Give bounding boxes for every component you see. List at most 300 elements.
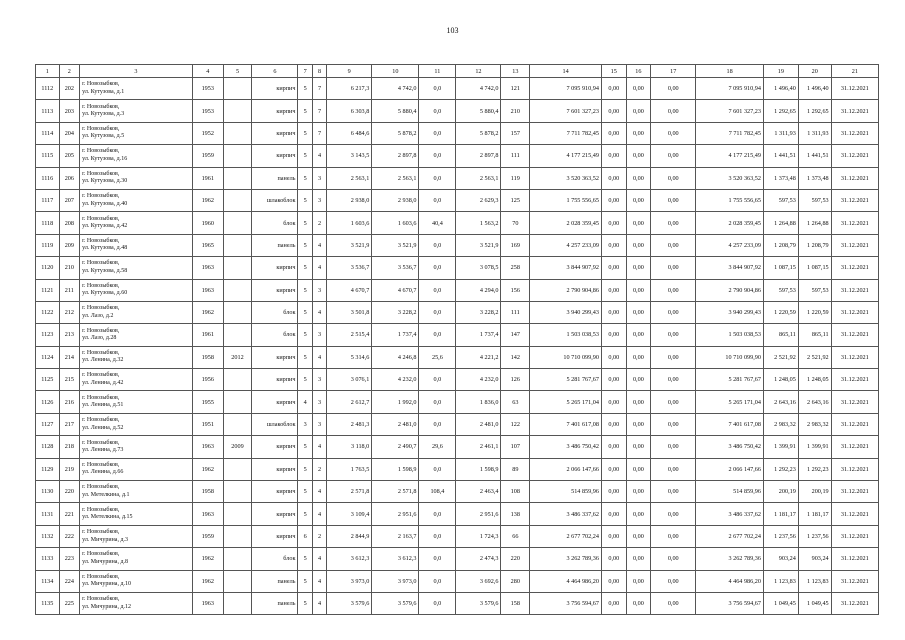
cell-col-18: 514 859,96: [696, 481, 764, 503]
cell-col-6: кирпич: [252, 100, 298, 122]
cell-col-5: [223, 301, 252, 323]
cell-col-21: 31.12.2021: [831, 324, 878, 346]
address-line: ул. Ленина, д.32: [82, 357, 124, 364]
address-line: ул. Кутузова, д.58: [82, 267, 128, 274]
cell-col-9: 3 536,7: [327, 257, 372, 279]
cell-col-15: 0,00: [601, 145, 626, 167]
cell-col-12: 1 737,4: [456, 324, 501, 346]
cell-col-2: 212: [59, 301, 80, 323]
cell-col-4: 1952: [192, 122, 223, 144]
cell-col-15: 0,00: [601, 548, 626, 570]
cell-col-4: 1953: [192, 100, 223, 122]
cell-col-15: 0,00: [601, 436, 626, 458]
address-line: ул. Кутузова, д.16: [82, 155, 128, 162]
cell-col-16: 0,00: [626, 525, 651, 547]
cell-col-16: 0,00: [626, 592, 651, 614]
cell-col-13: 210: [501, 100, 530, 122]
cell-col-5: [223, 122, 252, 144]
address-cell: [80, 391, 193, 413]
cell-col-16: 0,00: [626, 413, 651, 435]
cell-col-5: [223, 167, 252, 189]
cell-col-8: 2: [312, 458, 326, 480]
cell-col-20: 1 292,23: [798, 458, 831, 480]
cell-col-12: 3 692,6: [456, 570, 501, 592]
cell-col-1: 1132: [36, 525, 60, 547]
cell-col-20: 1 181,17: [798, 503, 831, 525]
cell-col-5: [223, 413, 252, 435]
address-cell: [80, 503, 193, 525]
cell-col-11: 0,0: [419, 122, 456, 144]
cell-col-10: 3 973,0: [372, 570, 419, 592]
cell-col-12: 3 078,5: [456, 257, 501, 279]
cell-col-18: 3 486 750,42: [696, 436, 764, 458]
cell-col-7: 5: [298, 279, 312, 301]
address-line: ул. Кутузова, д.30: [82, 178, 128, 185]
cell-col-14: 1 755 556,65: [530, 189, 602, 211]
cell-col-12: 3 228,2: [456, 301, 501, 323]
cell-col-15: 0,00: [601, 189, 626, 211]
table-row: [36, 503, 879, 525]
cell-col-10: 1 737,4: [372, 324, 419, 346]
cell-col-12: 4 221,2: [456, 346, 501, 368]
cell-col-17: 0,00: [651, 100, 696, 122]
column-header-12: 12: [456, 65, 501, 78]
cell-col-21: 31.12.2021: [831, 503, 878, 525]
cell-col-16: 0,00: [626, 570, 651, 592]
cell-col-16: 0,00: [626, 346, 651, 368]
address-line: г. Новозыбков,: [82, 506, 120, 513]
cell-col-5: [223, 279, 252, 301]
cell-col-20: 1 087,15: [798, 257, 831, 279]
page-number: 103: [446, 26, 459, 35]
cell-col-1: 1115: [36, 145, 60, 167]
address-line: г. Новозыбков,: [82, 573, 120, 580]
cell-col-8: 4: [312, 145, 326, 167]
housing-register-table: [35, 64, 879, 615]
cell-col-14: 3 262 789,36: [530, 548, 602, 570]
cell-col-12: 3 579,6: [456, 592, 501, 614]
cell-col-2: 214: [59, 346, 80, 368]
address-cell: [80, 369, 193, 391]
address-cell: [80, 481, 193, 503]
cell-col-19: 1 049,45: [763, 592, 798, 614]
column-header-1: 1: [36, 65, 60, 78]
cell-col-10: 3 612,3: [372, 548, 419, 570]
cell-col-5: [223, 481, 252, 503]
cell-col-13: 142: [501, 346, 530, 368]
cell-col-2: 218: [59, 436, 80, 458]
cell-col-5: [223, 189, 252, 211]
cell-col-17: 0,00: [651, 301, 696, 323]
cell-col-20: 1 496,40: [798, 78, 831, 100]
cell-col-16: 0,00: [626, 481, 651, 503]
cell-col-16: 0,00: [626, 145, 651, 167]
table-row: [36, 167, 879, 189]
cell-col-20: 1 220,59: [798, 301, 831, 323]
cell-col-14: 514 859,96: [530, 481, 602, 503]
cell-col-9: 1 603,6: [327, 212, 372, 234]
cell-col-13: 169: [501, 234, 530, 256]
cell-col-1: 1118: [36, 212, 60, 234]
column-header-11: 11: [419, 65, 456, 78]
cell-col-8: 3: [312, 391, 326, 413]
cell-col-10: 2 938,0: [372, 189, 419, 211]
table-row: [36, 346, 879, 368]
cell-col-7: 5: [298, 212, 312, 234]
cell-col-15: 0,00: [601, 369, 626, 391]
cell-col-1: 1114: [36, 122, 60, 144]
cell-col-6: кирпич: [252, 458, 298, 480]
address-cell: [80, 413, 193, 435]
cell-col-6: кирпич: [252, 145, 298, 167]
cell-col-19: 1 496,40: [763, 78, 798, 100]
cell-col-7: 5: [298, 301, 312, 323]
cell-col-14: 2 028 359,45: [530, 212, 602, 234]
cell-col-5: [223, 234, 252, 256]
cell-col-12: 4 742,0: [456, 78, 501, 100]
cell-col-20: 1 248,05: [798, 369, 831, 391]
cell-col-19: 1 237,56: [763, 525, 798, 547]
cell-col-2: 216: [59, 391, 80, 413]
cell-col-14: 3 486 750,42: [530, 436, 602, 458]
cell-col-17: 0,00: [651, 167, 696, 189]
cell-col-11: 0,0: [419, 369, 456, 391]
cell-col-19: 2 983,32: [763, 413, 798, 435]
cell-col-15: 0,00: [601, 503, 626, 525]
cell-col-14: 2 790 904,86: [530, 279, 602, 301]
cell-col-21: 31.12.2021: [831, 481, 878, 503]
cell-col-13: 63: [501, 391, 530, 413]
address-line: ул. Кутузова, д.42: [82, 223, 128, 230]
cell-col-19: 2 521,92: [763, 346, 798, 368]
cell-col-8: 7: [312, 122, 326, 144]
cell-col-9: 3 973,0: [327, 570, 372, 592]
cell-col-1: 1113: [36, 100, 60, 122]
address-cell: [80, 100, 193, 122]
cell-col-5: 2009: [223, 436, 252, 458]
cell-col-4: 1961: [192, 167, 223, 189]
cell-col-15: 0,00: [601, 324, 626, 346]
cell-col-21: 31.12.2021: [831, 100, 878, 122]
cell-col-9: 3 109,4: [327, 503, 372, 525]
cell-col-1: 1119: [36, 234, 60, 256]
cell-col-17: 0,00: [651, 481, 696, 503]
cell-col-1: 1125: [36, 369, 60, 391]
cell-col-7: 5: [298, 436, 312, 458]
cell-col-9: 3 579,6: [327, 592, 372, 614]
address-line: г. Новозыбков,: [82, 529, 120, 536]
cell-col-5: [223, 257, 252, 279]
cell-col-10: 4 246,8: [372, 346, 419, 368]
address-line: ул. Кутузова, д.5: [82, 133, 125, 140]
cell-col-8: 3: [312, 189, 326, 211]
cell-col-14: 2 677 702,24: [530, 525, 602, 547]
cell-col-5: [223, 592, 252, 614]
cell-col-7: 3: [298, 413, 312, 435]
cell-col-8: 4: [312, 548, 326, 570]
cell-col-9: 3 501,8: [327, 301, 372, 323]
cell-col-11: 108,4: [419, 481, 456, 503]
cell-col-1: 1130: [36, 481, 60, 503]
cell-col-19: 597,53: [763, 189, 798, 211]
cell-col-17: 0,00: [651, 78, 696, 100]
cell-col-1: 1120: [36, 257, 60, 279]
cell-col-11: 0,0: [419, 301, 456, 323]
cell-col-7: 5: [298, 481, 312, 503]
cell-col-21: 31.12.2021: [831, 436, 878, 458]
cell-col-9: 1 763,5: [327, 458, 372, 480]
cell-col-15: 0,00: [601, 122, 626, 144]
address-line: г. Новозыбков,: [82, 305, 120, 312]
cell-col-13: 156: [501, 279, 530, 301]
cell-col-17: 0,00: [651, 592, 696, 614]
cell-col-10: 2 951,6: [372, 503, 419, 525]
table-row: [36, 78, 879, 100]
cell-col-15: 0,00: [601, 458, 626, 480]
cell-col-11: 0,0: [419, 279, 456, 301]
table-row: [36, 369, 879, 391]
cell-col-21: 31.12.2021: [831, 279, 878, 301]
address-line: г. Новозыбков,: [82, 148, 120, 155]
cell-col-7: 5: [298, 570, 312, 592]
address-cell: [80, 548, 193, 570]
address-line: г. Новозыбков,: [82, 394, 120, 401]
cell-col-17: 0,00: [651, 257, 696, 279]
cell-col-20: 597,53: [798, 279, 831, 301]
cell-col-18: 3 486 337,62: [696, 503, 764, 525]
address-line: г. Новозыбков,: [82, 260, 120, 267]
cell-col-1: 1133: [36, 548, 60, 570]
cell-col-8: 4: [312, 346, 326, 368]
address-line: ул. Кутузова, д.48: [82, 245, 128, 252]
cell-col-16: 0,00: [626, 78, 651, 100]
cell-col-13: 125: [501, 189, 530, 211]
cell-col-17: 0,00: [651, 122, 696, 144]
address-line: г. Новозыбков,: [82, 170, 120, 177]
cell-col-20: 2 983,32: [798, 413, 831, 435]
cell-col-14: 3 520 363,52: [530, 167, 602, 189]
column-header-17: 17: [651, 65, 696, 78]
cell-col-7: 5: [298, 167, 312, 189]
column-header-16: 16: [626, 65, 651, 78]
table-row: [36, 436, 879, 458]
cell-col-20: 2 643,16: [798, 391, 831, 413]
cell-col-1: 1116: [36, 167, 60, 189]
cell-col-11: 0,0: [419, 78, 456, 100]
cell-col-15: 0,00: [601, 301, 626, 323]
cell-col-1: 1135: [36, 592, 60, 614]
cell-col-12: 2 563,1: [456, 167, 501, 189]
cell-col-21: 31.12.2021: [831, 369, 878, 391]
cell-col-11: 29,6: [419, 436, 456, 458]
cell-col-7: 5: [298, 145, 312, 167]
cell-col-6: кирпич: [252, 257, 298, 279]
cell-col-18: 5 281 767,67: [696, 369, 764, 391]
cell-col-4: 1962: [192, 189, 223, 211]
cell-col-15: 0,00: [601, 570, 626, 592]
cell-col-2: 206: [59, 167, 80, 189]
cell-col-1: 1127: [36, 413, 60, 435]
address-line: ул. Метелкина, д.15: [82, 514, 133, 521]
cell-col-4: 1955: [192, 391, 223, 413]
table-row: [36, 122, 879, 144]
cell-col-8: 4: [312, 301, 326, 323]
cell-col-4: 1953: [192, 78, 223, 100]
address-cell: [80, 592, 193, 614]
cell-col-9: 4 670,7: [327, 279, 372, 301]
column-header-15: 15: [601, 65, 626, 78]
address-cell: [80, 570, 193, 592]
cell-col-4: 1962: [192, 548, 223, 570]
cell-col-7: 5: [298, 324, 312, 346]
address-line: ул. Ленина, д.51: [82, 402, 124, 409]
cell-col-7: 5: [298, 122, 312, 144]
cell-col-18: 2 028 359,45: [696, 212, 764, 234]
table-row: [36, 212, 879, 234]
cell-col-12: 2 481,0: [456, 413, 501, 435]
cell-col-1: 1117: [36, 189, 60, 211]
cell-col-10: 2 163,7: [372, 525, 419, 547]
cell-col-1: 1124: [36, 346, 60, 368]
cell-col-21: 31.12.2021: [831, 167, 878, 189]
cell-col-8: 2: [312, 525, 326, 547]
cell-col-14: 4 177 215,49: [530, 145, 602, 167]
cell-col-11: 0,0: [419, 189, 456, 211]
cell-col-20: 865,11: [798, 324, 831, 346]
cell-col-14: 3 940 299,43: [530, 301, 602, 323]
cell-col-12: 4 232,0: [456, 369, 501, 391]
cell-col-15: 0,00: [601, 167, 626, 189]
cell-col-14: 3 486 337,62: [530, 503, 602, 525]
cell-col-19: 1 248,05: [763, 369, 798, 391]
address-line: ул. Кутузова, д.60: [82, 290, 128, 297]
column-header-2: 2: [59, 65, 80, 78]
cell-col-5: [223, 100, 252, 122]
column-header-5: 5: [223, 65, 252, 78]
cell-col-2: 213: [59, 324, 80, 346]
cell-col-6: панель: [252, 592, 298, 614]
cell-col-16: 0,00: [626, 391, 651, 413]
cell-col-15: 0,00: [601, 481, 626, 503]
table-row: [36, 324, 879, 346]
cell-col-4: 1963: [192, 257, 223, 279]
cell-col-19: 1 292,23: [763, 458, 798, 480]
cell-col-4: 1951: [192, 413, 223, 435]
cell-col-4: 1963: [192, 503, 223, 525]
cell-col-9: 2 571,8: [327, 481, 372, 503]
cell-col-17: 0,00: [651, 279, 696, 301]
cell-col-15: 0,00: [601, 234, 626, 256]
cell-col-14: 3 844 907,92: [530, 257, 602, 279]
cell-col-7: 5: [298, 346, 312, 368]
cell-col-5: [223, 570, 252, 592]
cell-col-11: 0,0: [419, 458, 456, 480]
table-row: [36, 548, 879, 570]
cell-col-19: 1 220,59: [763, 301, 798, 323]
cell-col-20: 1 237,56: [798, 525, 831, 547]
cell-col-5: [223, 391, 252, 413]
cell-col-7: 5: [298, 78, 312, 100]
cell-col-18: 3 520 363,52: [696, 167, 764, 189]
cell-col-12: 2 463,4: [456, 481, 501, 503]
cell-col-4: 1963: [192, 592, 223, 614]
cell-col-14: 4 464 986,20: [530, 570, 602, 592]
cell-col-5: [223, 369, 252, 391]
cell-col-8: 3: [312, 324, 326, 346]
cell-col-15: 0,00: [601, 592, 626, 614]
cell-col-16: 0,00: [626, 279, 651, 301]
cell-col-11: 0,0: [419, 525, 456, 547]
cell-col-14: 7 711 782,45: [530, 122, 602, 144]
cell-col-6: кирпич: [252, 78, 298, 100]
cell-col-17: 0,00: [651, 413, 696, 435]
cell-col-21: 31.12.2021: [831, 391, 878, 413]
address-cell: [80, 167, 193, 189]
cell-col-19: 1 311,93: [763, 122, 798, 144]
cell-col-5: [223, 212, 252, 234]
address-line: г. Новозыбков,: [82, 417, 120, 424]
cell-col-18: 2 677 702,24: [696, 525, 764, 547]
column-header-21: 21: [831, 65, 878, 78]
column-header-7: 7: [298, 65, 312, 78]
table-row: [36, 481, 879, 503]
column-number-row: [36, 65, 879, 78]
address-cell: [80, 436, 193, 458]
cell-col-17: 0,00: [651, 189, 696, 211]
address-line: ул. Кутузова, д.3: [82, 111, 125, 118]
cell-col-21: 31.12.2021: [831, 122, 878, 144]
cell-col-21: 31.12.2021: [831, 525, 878, 547]
cell-col-10: 3 521,9: [372, 234, 419, 256]
cell-col-1: 1122: [36, 301, 60, 323]
table-row: [36, 391, 879, 413]
address-cell: [80, 279, 193, 301]
cell-col-10: 4 232,0: [372, 369, 419, 391]
cell-col-5: [223, 458, 252, 480]
cell-col-4: 1961: [192, 324, 223, 346]
cell-col-18: 1 755 556,65: [696, 189, 764, 211]
cell-col-9: 2 612,7: [327, 391, 372, 413]
cell-col-13: 119: [501, 167, 530, 189]
cell-col-18: 7 401 617,08: [696, 413, 764, 435]
cell-col-10: 2 481,0: [372, 413, 419, 435]
cell-col-7: 5: [298, 234, 312, 256]
cell-col-15: 0,00: [601, 78, 626, 100]
cell-col-18: 2 790 904,86: [696, 279, 764, 301]
cell-col-4: 1962: [192, 570, 223, 592]
table-row: [36, 301, 879, 323]
cell-col-11: 0,0: [419, 257, 456, 279]
cell-col-1: 1129: [36, 458, 60, 480]
cell-col-18: 7 601 327,23: [696, 100, 764, 122]
address-cell: [80, 234, 193, 256]
cell-col-2: 223: [59, 548, 80, 570]
cell-col-5: [223, 525, 252, 547]
cell-col-10: 1 603,6: [372, 212, 419, 234]
address-line: г. Новозыбков,: [82, 551, 120, 558]
cell-col-16: 0,00: [626, 167, 651, 189]
address-line: г. Новозыбков,: [82, 126, 120, 133]
cell-col-2: 211: [59, 279, 80, 301]
cell-col-11: 0,0: [419, 145, 456, 167]
table-row: [36, 592, 879, 614]
cell-col-2: 209: [59, 234, 80, 256]
cell-col-2: 205: [59, 145, 80, 167]
cell-col-11: 0,0: [419, 167, 456, 189]
cell-col-2: 204: [59, 122, 80, 144]
address-line: ул. Лазо, д.2: [82, 312, 114, 319]
cell-col-19: 903,24: [763, 548, 798, 570]
